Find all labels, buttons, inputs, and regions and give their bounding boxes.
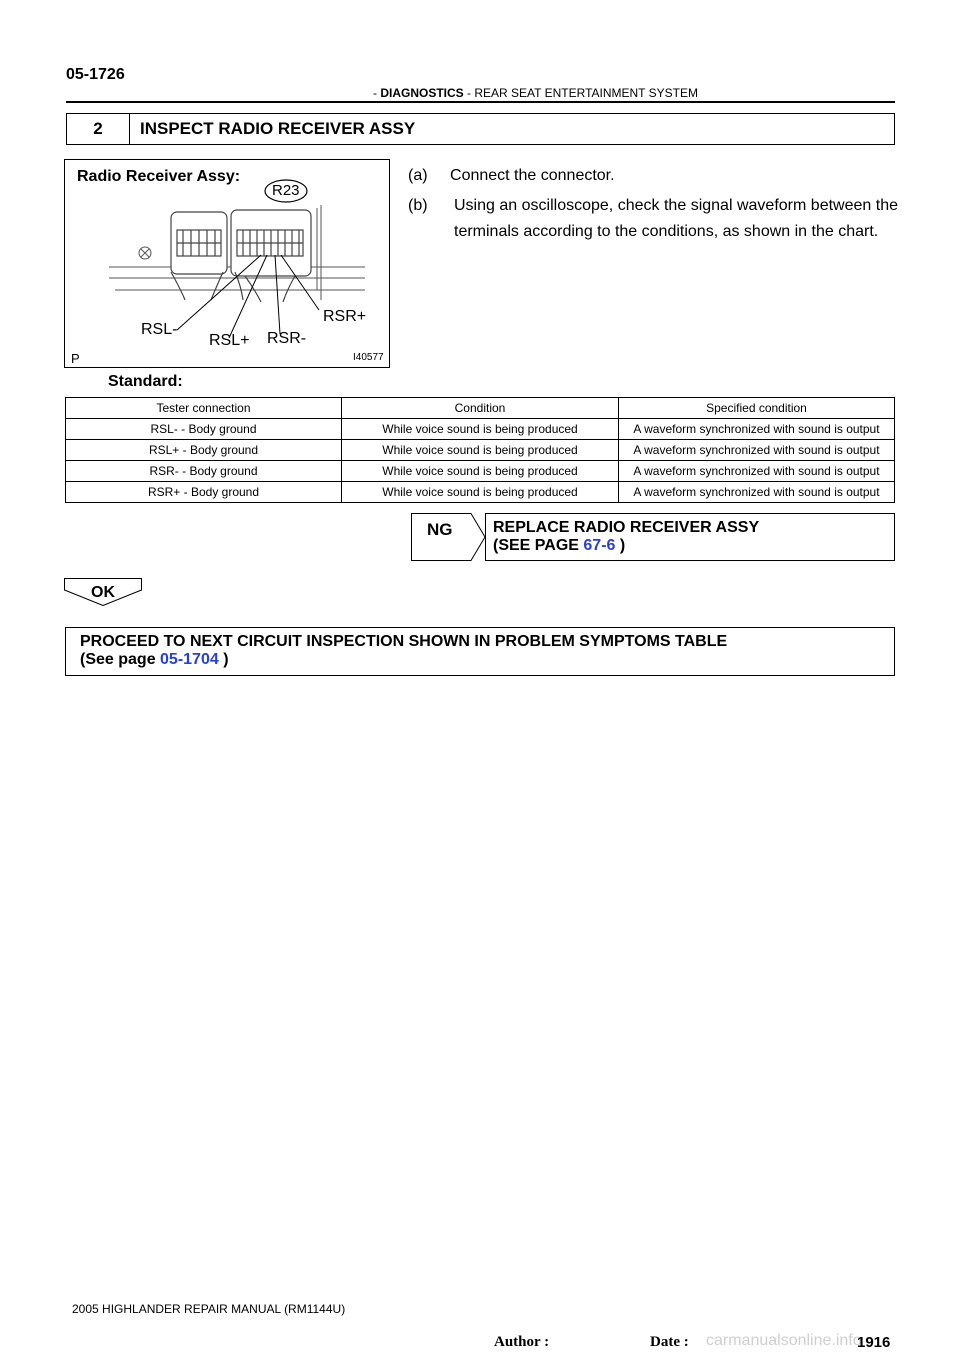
instruction-b: [408, 193, 898, 245]
figure-title: Radio Receiver Assy:: [77, 168, 241, 185]
ng-action: [493, 519, 759, 555]
footer-page-number: 1916: [857, 1334, 891, 1351]
ng-label: NG: [427, 520, 453, 539]
pin-label-rsr-plus: RSR+: [323, 308, 367, 325]
step-number: 2: [67, 114, 130, 144]
header-rule: [66, 101, 895, 103]
standard-label: Standard:: [108, 373, 183, 390]
table-cell: RSR+ - Body ground: [66, 482, 342, 503]
left-connector: [171, 212, 227, 300]
subsection-name: REAR SEAT ENTERTAINMENT SYSTEM: [474, 86, 698, 100]
footer-author-label: Author :: [494, 1334, 550, 1350]
table-cell: A waveform synchronized with sound is output: [619, 461, 895, 482]
proceed-page-prefix: (See page: [80, 651, 161, 668]
figure-corner-letter: P: [71, 351, 80, 366]
table-cell: A waveform synchronized with sound is output: [619, 482, 895, 503]
instruction-a-label: (a): [408, 167, 428, 184]
proceed-page-suffix: ): [218, 651, 229, 668]
connector-figure: [64, 159, 390, 368]
table-cell: While voice sound is being produced: [342, 461, 619, 482]
table-row: [66, 419, 895, 440]
specification-table: [65, 397, 895, 503]
footer-manual: 2005 HIGHLANDER REPAIR MANUAL (RM1144U): [72, 1302, 346, 1316]
ok-label: OK: [91, 584, 115, 601]
table-cell: A waveform synchronized with sound is output: [619, 440, 895, 461]
ng-action-line2: [493, 537, 759, 555]
figure-id: I40577: [353, 352, 384, 363]
proceed-line1: PROCEED TO NEXT CIRCUIT INSPECTION SHOWN IN PROBLEM SYMPTOMS TABLE: [80, 633, 728, 650]
pin-label-rsl-minus: RSL-: [141, 321, 178, 338]
table-row: [66, 440, 895, 461]
table-header: Tester connection: [66, 398, 342, 419]
pin-label-rsr-minus: RSR-: [267, 330, 307, 347]
proceed-text: [80, 633, 727, 669]
ng-page-suffix: ): [615, 537, 626, 554]
table-cell: While voice sound is being produced: [342, 440, 619, 461]
pin-label-rsl-plus: RSL+: [209, 332, 250, 349]
right-connector: [231, 210, 311, 302]
ng-page-link[interactable]: 67-6: [583, 537, 616, 554]
watermark: carmanualsonline.info: [706, 1332, 862, 1349]
step-title: INSPECT RADIO RECEIVER ASSY: [140, 119, 416, 138]
table-header: Condition: [342, 398, 619, 419]
section-prefix: -: [373, 86, 377, 100]
table-header-row: [66, 398, 895, 419]
ng-page-prefix: (SEE PAGE: [493, 537, 584, 554]
footer-date-label: Date :: [650, 1334, 689, 1350]
table-cell: RSR- - Body ground: [66, 461, 342, 482]
table-row: [66, 482, 895, 503]
section-separator: -: [467, 86, 472, 100]
instruction-a: [408, 167, 615, 185]
section-header: [373, 86, 698, 100]
screw-icon: [139, 247, 151, 259]
instruction-b-text: Using an oscilloscope, check the signal waveform between the terminals according to the conditions, as shown in the chart.: [454, 197, 898, 240]
section-name: DIAGNOSTICS: [380, 86, 464, 100]
proceed-page-link[interactable]: 05-1704: [160, 651, 219, 668]
connector-label: R23: [272, 182, 300, 199]
table-cell: A waveform synchronized with sound is output: [619, 419, 895, 440]
instruction-b-label: (b): [408, 197, 428, 214]
ng-action-line1: REPLACE RADIO RECEIVER ASSY: [493, 519, 760, 536]
proceed-line2: [80, 651, 727, 669]
page-code: 05-1726: [66, 66, 125, 83]
table-header: Specified condition: [619, 398, 895, 419]
table-cell: RSL- - Body ground: [66, 419, 342, 440]
instruction-a-text: Connect the connector.: [450, 167, 615, 184]
table-row: [66, 461, 895, 482]
table-cell: RSL+ - Body ground: [66, 440, 342, 461]
step-box: [66, 113, 895, 145]
table-cell: While voice sound is being produced: [342, 419, 619, 440]
table-cell: While voice sound is being produced: [342, 482, 619, 503]
